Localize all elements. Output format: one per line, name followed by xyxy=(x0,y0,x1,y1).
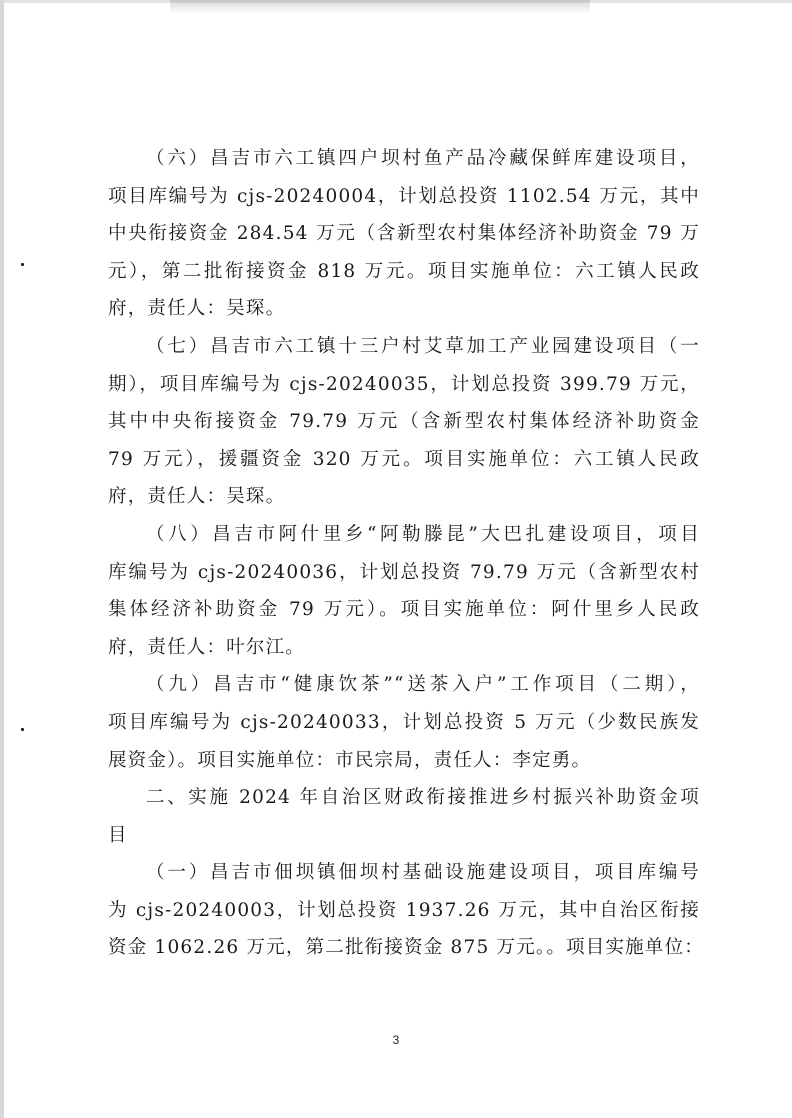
text-line: 期），项目库编号为 cjs-20240035，计划总投资 399.79 万元， xyxy=(108,373,700,395)
text-line: 府，责任人：吴琛。 xyxy=(108,298,286,320)
text-line: 其中中央衔接资金 79.79 万元（含新型农村集体经济补助资金 xyxy=(108,411,700,433)
scan-dot xyxy=(21,728,24,731)
text-line: （六）昌吉市六工镇四户坝村鱼产品冷藏保鲜库建设项目， xyxy=(146,148,700,169)
paragraph-section2-project-1 xyxy=(108,854,704,967)
text-line: （九）昌吉市“健康饮茶”“送茶入户”工作项目（二期）， xyxy=(146,674,700,696)
text-line: 府，责任人：吴琛。 xyxy=(108,486,286,508)
scan-dot xyxy=(21,263,24,266)
paragraph-project-7 xyxy=(108,328,700,516)
paragraph-project-8 xyxy=(108,516,700,666)
paragraph-project-9 xyxy=(108,666,700,779)
text-line: （七）昌吉市六工镇十三户村艾草加工产业园建设项目（一 xyxy=(146,335,700,357)
page-left-edge xyxy=(0,0,4,1118)
text-line: （八）昌吉市阿什里乡“阿勒滕昆”大巴扎建设项目，项目 xyxy=(146,523,700,545)
scan-bleed-through xyxy=(170,0,590,14)
paragraph-project-6 xyxy=(108,140,700,328)
page-number: 3 xyxy=(392,1033,400,1047)
text-line: 二、实施 2024 年自治区财政衔接推进乡村振兴补助资金项 xyxy=(146,787,700,809)
section-heading-2 xyxy=(108,779,700,854)
text-line: 为 cjs-20240003，计划总投资 1937.26 万元，其中自治区衔接 xyxy=(108,899,700,921)
text-line: （一）昌吉市佃坝镇佃坝村基础设施建设项目，项目库编号 xyxy=(146,862,700,884)
text-line: 集体经济补助资金 79 万元）。项目实施单位：阿什里乡人民政 xyxy=(108,599,700,621)
document-body xyxy=(108,140,704,967)
text-line: 79 万元），援疆资金 320 万元。项目实施单位：六工镇人民政 xyxy=(108,448,700,470)
text-line: 展资金）。项目实施单位：市民宗局，责任人：李定勇。 xyxy=(108,749,592,771)
text-line: 府，责任人：叶尔江。 xyxy=(108,636,306,658)
text-line: 项目库编号为 cjs-20240033，计划总投资 5 万元（少数民族发 xyxy=(108,711,700,733)
text-line: 目 xyxy=(108,824,128,846)
text-line: 中央衔接资金 284.54 万元（含新型农村集体经济补助资金 79 万 xyxy=(108,223,700,245)
text-line: 项目库编号为 cjs-20240004，计划总投资 1102.54 万元，其中 xyxy=(108,185,700,207)
text-line: 资金 1062.26 万元，第二批衔接资金 875 万元。。项目实施单位： xyxy=(108,937,704,959)
text-line: 库编号为 cjs-20240036，计划总投资 79.79 万元（含新型农村 xyxy=(108,561,700,583)
text-line: 元），第二批衔接资金 818 万元。项目实施单位：六工镇人民政 xyxy=(108,260,700,282)
